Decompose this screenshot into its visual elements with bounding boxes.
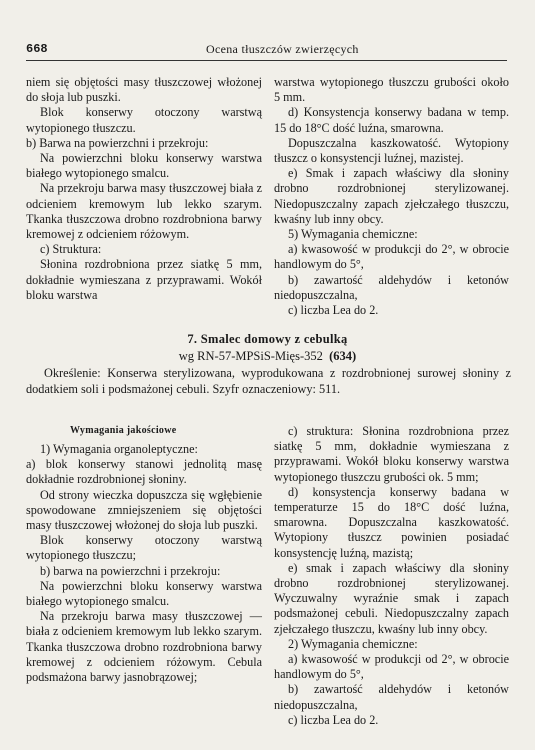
- column-2: [274, 75, 509, 318]
- requirements-heading: Wymagania jakościowe: [70, 425, 177, 436]
- list-item: a) kwasowość w produkcji od 2°, w obrocie handlowym do 5°,: [274, 652, 509, 682]
- list-item: c) liczba Lea do 2.: [288, 303, 379, 318]
- list-item: b) Barwa na powierzchni i przekroju:: [26, 135, 209, 150]
- standard-number: (634): [329, 349, 357, 363]
- paragraph: Na powierzchni bloku konserwy warstwa białego wytopionego smalcu.: [26, 151, 262, 181]
- paragraph: Na powierzchni bloku konserwy warstwa białego wytopionego smalcu.: [26, 578, 262, 609]
- list-item: 5) Wymagania chemiczne:: [288, 227, 418, 242]
- standard-code: wg RN-57-MPSiS-Mięs-352: [178, 349, 323, 363]
- list-item: b) zawartość aldehydów i ketonów niedopuszczalna,: [274, 682, 509, 712]
- section-standard: [0, 349, 535, 364]
- paragraph: Od strony wieczka dopuszcza się wgłębienie spowodowane zmniejszeniem się objętości masy tłuszczowej włożonej do słoja lub puszki.: [26, 487, 262, 533]
- section-title: 7. Smalec domowy z cebulką: [187, 332, 348, 346]
- paragraph: Na przekroju barwa masy tłuszczowej — biała z odcieniem kremowym lub lekko szarym. Tkanka tłuszczowa drobno rozdrobniona barwy kremowej z odcieniem różowym. Cebula podsmażona barwy jasnobrązowej;: [26, 609, 262, 685]
- list-item: c) struktura: Słonina rozdrobniona przez siatkę 5 mm, dokładnie wymieszana z przyprawami. Wokół bloku konserwy warstwa wytopionego tłuszczu grubości ok. 5 mm;: [274, 424, 509, 484]
- list-item: e) Smak i zapach właściwy dla słoniny drobno rozdrobnionej sterylizowanej. Niedopuszczalny zapach zjełczałego tłuszczu, kwaśny lub inny obcy.: [274, 166, 509, 226]
- list-item: b) barwa na powierzchni i przekroju:: [40, 563, 221, 578]
- page-number: 668: [26, 42, 48, 56]
- column-4: [274, 424, 509, 728]
- list-item: a) kwasowość w produkcji do 2°, w obrocie handlowym do 5°,: [274, 242, 509, 272]
- list-item: 1) Wymagania organoleptyczne:: [40, 442, 198, 456]
- paragraph: Słonina rozdrobniona przez siatkę 5 mm, dokładnie wymieszana z przyprawami. Wokół bloku warstwa: [26, 257, 262, 302]
- paragraph: Blok konserwy otoczony warstwą wytopionego tłuszczu.: [26, 105, 262, 135]
- list-item: e) smak i zapach właściwy dla słoniny drobno rozdrobnionej sterylizowanej. Wyczuwalny wyraźnie smak i zapach podsmażonej cebuli. Niedopuszczalny zapach zjełczałego tłuszczu, kwaśny lub inny obcy.: [274, 560, 509, 636]
- paragraph: warstwa wytopionego tłuszczu grubości około 5 mm.: [274, 75, 509, 105]
- list-item: c) liczba Lea do 2.: [288, 712, 379, 727]
- paragraph: Dopuszczalna kaszkowatość. Wytopiony tłuszcz o konsystencji luźnej, mazistej.: [274, 135, 509, 166]
- list-item: c) Struktura:: [40, 242, 102, 257]
- running-title: Ocena tłuszczów zwierzęcych: [206, 42, 359, 56]
- definition-block: [26, 366, 511, 397]
- list-item: d) konsystencja konserwy badana w temperaturze 15 do 18°C dość luźna, smarowna. Dopuszczalna kaszkowatość. Wytopiony tłuszcz powinien posiadać konsystencję luźną, mazistą;: [274, 484, 509, 560]
- paragraph: Blok konserwy otoczony warstwą wytopionego tłuszczu;: [26, 533, 262, 563]
- list-item: 2) Wymagania chemiczne:: [288, 636, 418, 651]
- column-1: [26, 75, 262, 303]
- list-item: a) blok konserwy stanowi jednolitą masę dokładnie rozdrobnionej słoniny.: [26, 457, 262, 487]
- definition-text: Określenie: Konserwa sterylizowana, wyprodukowana z rozdrobnionej surowej słoniny z dodatkiem soli i podsmażonej cebuli. Szyfr oznaczeniowy: 511.: [26, 366, 511, 396]
- paragraph: Na przekroju barwa masy tłuszczowej biała z odcieniem kremowym lub lekko szarym. Tkanka tłuszczowa drobno rozdrobniona barwy kremowej z odcieniem różowym.: [26, 181, 262, 242]
- column-3: [26, 442, 262, 685]
- list-item: d) Konsystencja konserwy badana w temp. 15 do 18°C dość luźna, smarowna.: [274, 105, 509, 135]
- list-item: b) zawartość aldehydów i ketonów niedopuszczalna,: [274, 272, 509, 302]
- running-header: [26, 42, 507, 61]
- paragraph: niem się objętości masy tłuszczowej włożonej do słoja lub puszki.: [26, 75, 262, 105]
